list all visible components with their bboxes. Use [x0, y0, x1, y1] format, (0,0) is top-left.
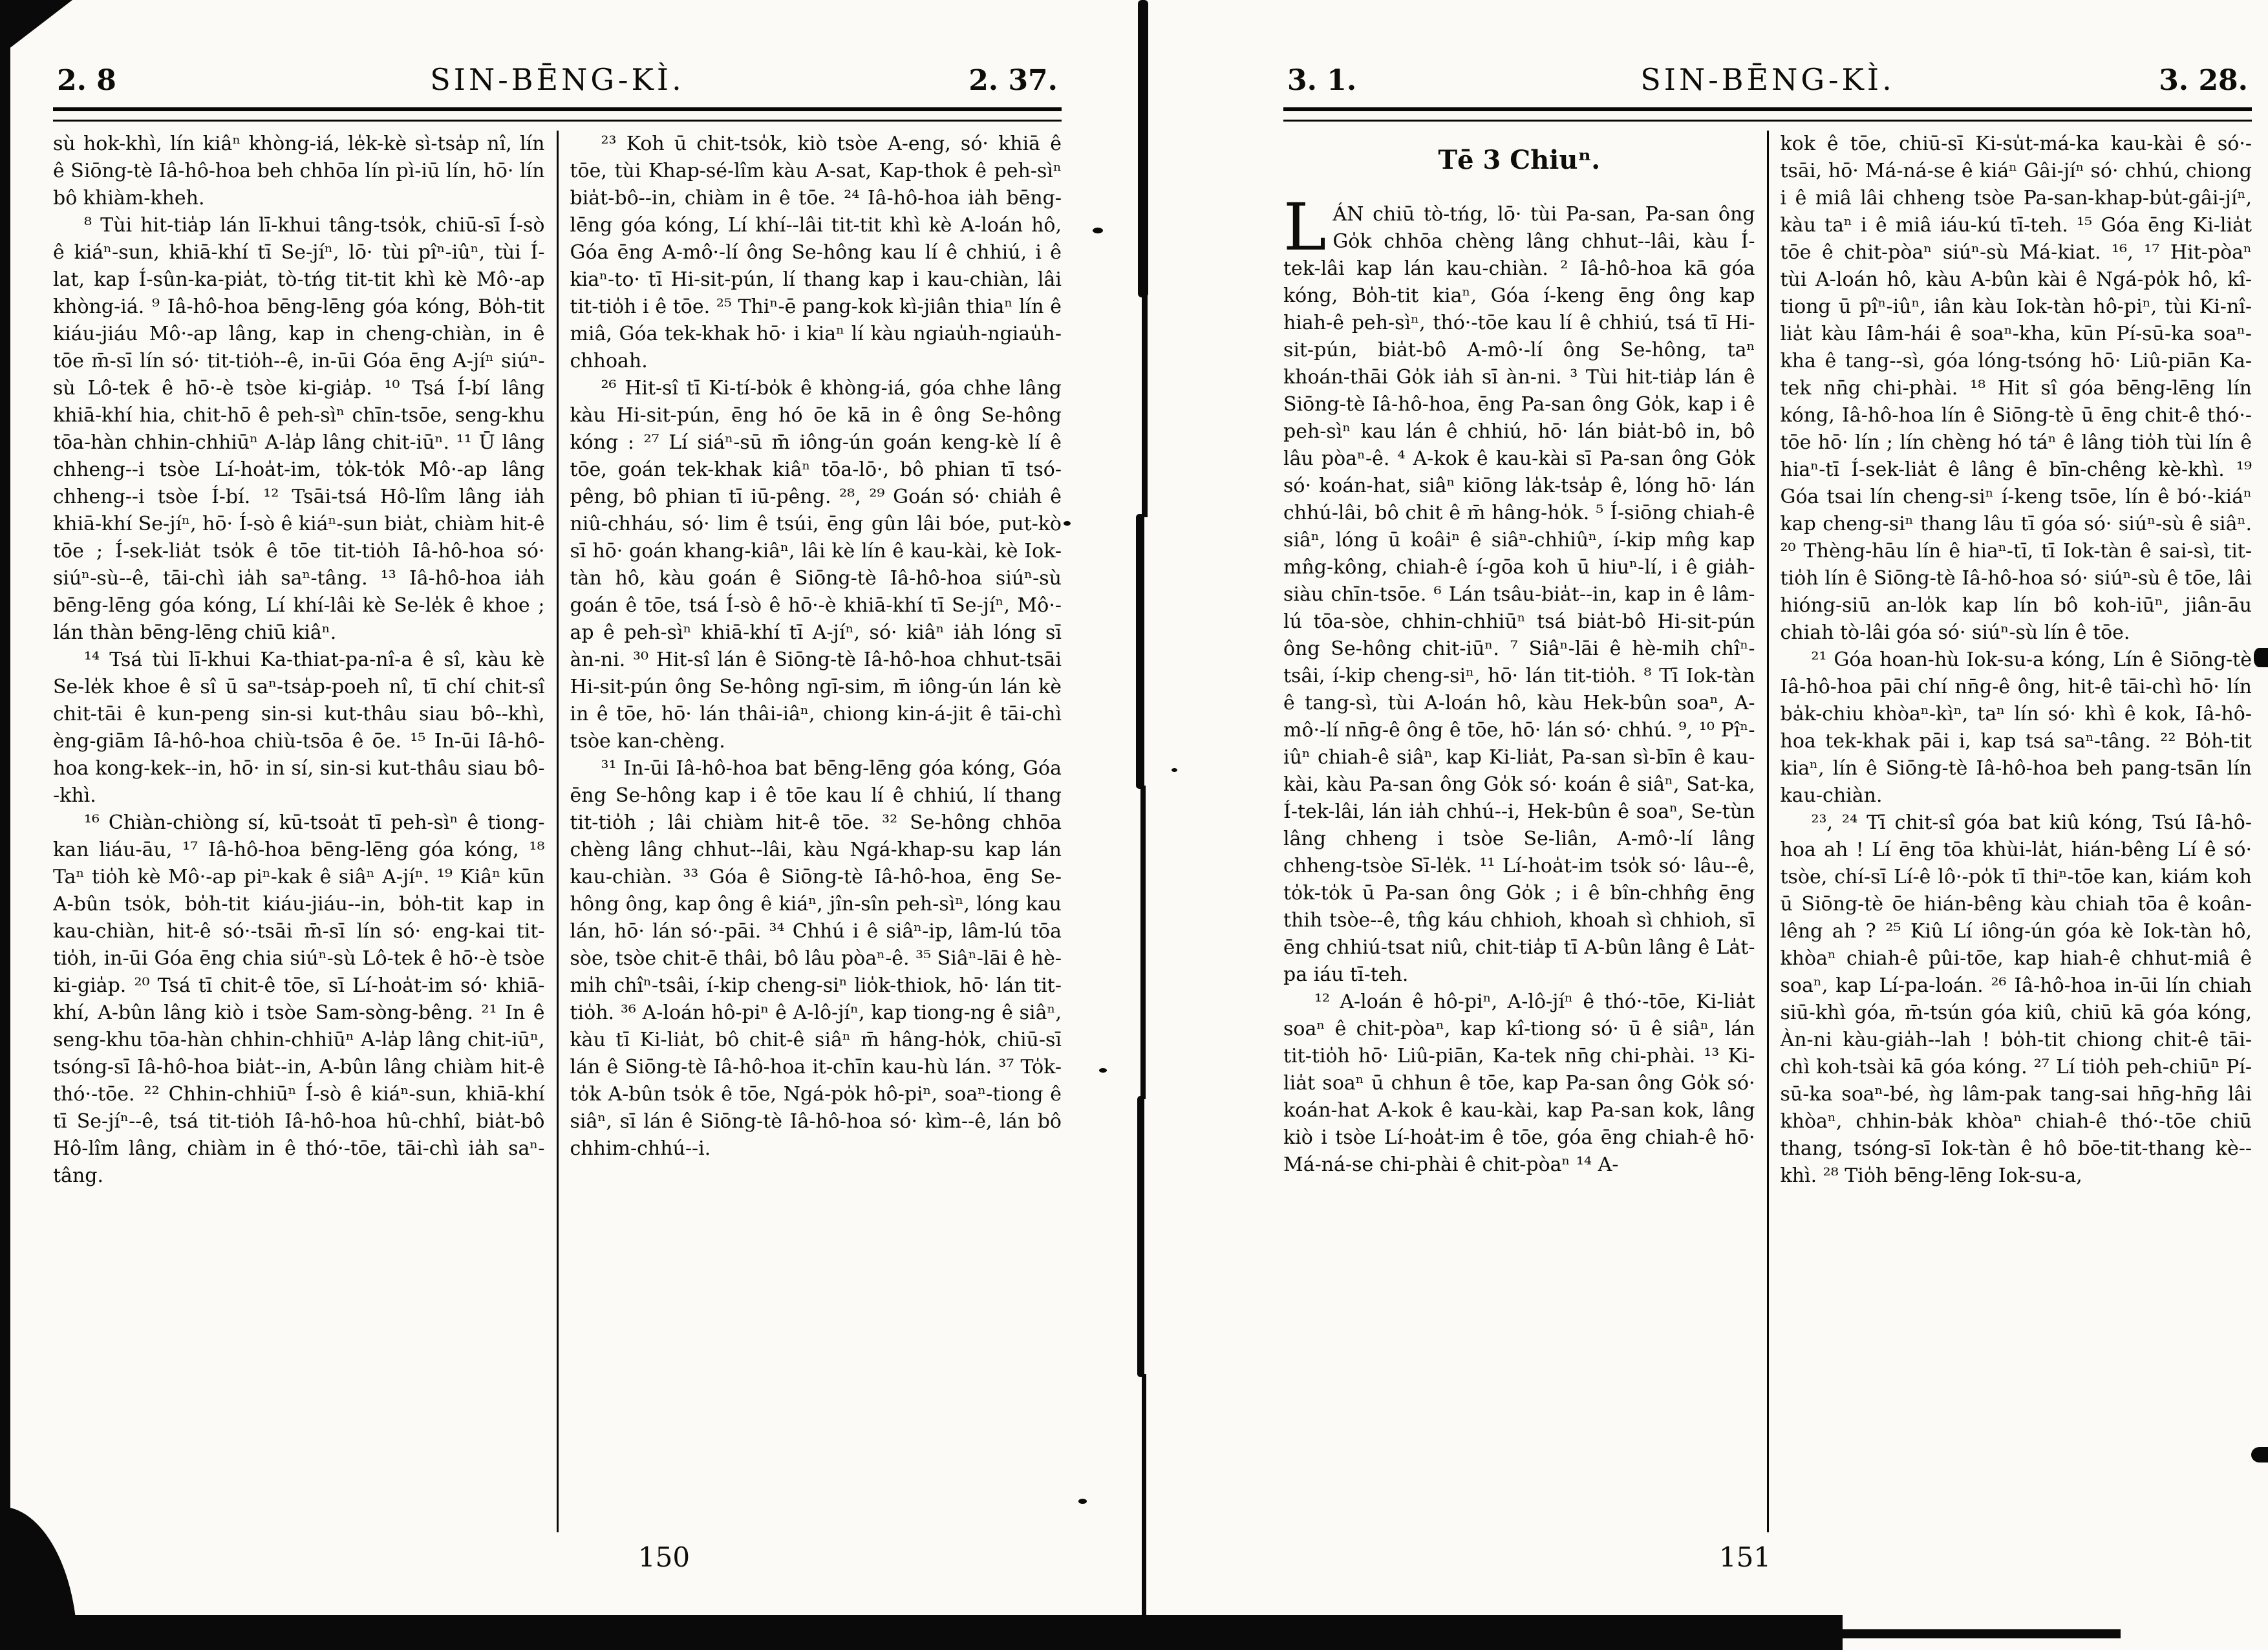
drop-cap-letter: L — [1283, 189, 1327, 265]
chapter-opening-paragraph — [1283, 189, 1755, 989]
paragraph: ¹² A-loán ê hô-piⁿ, A-lô-jíⁿ ê thó·-tōe, Ki-lia̍t soaⁿ ê chit-pòaⁿ, kap kî-tiong só· ū ê siâⁿ, lán tit-tio̍h hō· Liû-piān, Ka-tek nn̄g chi-phài. ¹³ Ki-lia̍t soaⁿ ū chhun ê tōe, kap Pa-san ông Go̍k só· koán-hat A-kok ê kau-kài, kap Pa-san kok, lâng kiò i tsòe Lí-hoa̍t-im ê tōe, góa ēng chiah-ê hō· Má-ná-se chi-phài ê chit-pòaⁿ ¹⁴ A- — [1283, 991, 1755, 1176]
scan-artifact-gutter-streak — [1136, 514, 1144, 789]
scan-artifact-ink-speck — [1064, 521, 1071, 526]
scan-artifact-bottom-bar — [0, 1615, 1843, 1650]
paragraph: ²⁶ Hit-sî tī Ki-tí-bo̍k ê khòng-iá, góa chhe lâng kàu Hi-sit-pún, ēng hó ōe kā in ê ông Se-hông kóng : ²⁷ Lí siáⁿ-sū m̄ iông-ún goán keng-kè lí ê tōe, goán tek-khak kiâⁿ tōa-lō·, bô phian tī tsó-pêng, bô phian tī iū-pêng. ²⁸, ²⁹ Goán só· chia̍h ê niû-chháu, só· lim ê tsúi, ēng gûn lâi bóe, put-kò sī hō· goán khang-kiâⁿ, lâi kè lín ê kau-kài, kè Iok-tàn hô, kàu goán ê Siōng-tè Iâ-hô-hoa siúⁿ-sù goán ê tōe, tsá Í-sò ê hō·-è khiā-khí tī Se-jíⁿ, Mô·-ap ê peh-sìⁿ khiā-khí tī A-jíⁿ, só· kiâⁿ ia̍h lóng sī àn-ni. ³⁰ Hit-sî lán ê Siōng-tè Iâ-hô-hoa chhut-tsāi Hi-sit-pún ông Se-hông ngī-sim, m̄ iông-ún lán kè in ê tōe, hō· lán thâi-iâⁿ, chiong kin-á-jit ê tāi-chì tsòe kan-chèng. — [570, 377, 1062, 753]
scan-artifact-top-left-corner — [0, 0, 72, 56]
scan-artifact-right-edge-mark — [2251, 1447, 2268, 1462]
scan-artifact-gutter-streak — [1142, 291, 1148, 517]
text-columns — [53, 131, 1062, 1532]
column-divider — [557, 131, 559, 1532]
text-columns — [1283, 131, 2252, 1532]
page-number: 151 — [1718, 1541, 1771, 1573]
book-page-left — [53, 62, 1062, 1573]
paragraph: ⁸ Tùi hit-tia̍p lán lī-khui tâng-tso̍k, chiū-sī Í-sò ê kiáⁿ-sun, khiā-khí tī Se-jíⁿ, lō· tùi pîⁿ-iûⁿ, tùi Í-lat, kap Í-sûn-ka-pia̍t, tò-tńg tit-tit khì kè Mô·-ap khòng-iá. ⁹ Iâ-hô-hoa bēng-lēng góa kóng, Bo̍h-tit kiáu-jiáu Mô·-ap lâng, kap in cheng-chiàn, in ê tōe m̄-sī lín só· tit-tio̍h--ê, in-ūi Góa ēng A-jíⁿ siúⁿ-sù Lô-tek ê hō·-è tsòe ki-gia̍p. ¹⁰ Tsá Í-bí lâng khiā-khí hia, chit-hō ê peh-sìⁿ chīn-tsōe, seng-khu tōa-hàn chhin-chhiūⁿ A-la̍p lâng chit-iūⁿ. ¹¹ Ū lâng chheng--i tsòe Lí-hoa̍t-im, to̍k-to̍k Mô·-ap lâng chheng--i tsòe Í-bí. ¹² Tsāi-tsá Hô-lîm lâng ia̍h khiā-khí Se-jíⁿ, hō· Í-sò ê kiáⁿ-sun bia̍t, chiàm hit-ê tōe ; Í-sek-lia̍t tso̍k ê tōe tit-tio̍h Iâ-hô-hoa só· siúⁿ-sù--ê, tāi-chì ia̍h saⁿ-tâng. ¹³ Iâ-hô-hoa ia̍h bēng-lēng góa kóng, Lí khí-lâi kè Se-le̍k ê khoe ; lán thàn bēng-lēng chiū kiâⁿ. — [53, 214, 545, 644]
chapter-verse-ref-left: 3. 1. — [1287, 64, 1357, 97]
column-2 — [1781, 131, 2252, 1532]
scan-artifact-left-edge — [0, 0, 10, 1650]
running-head — [53, 62, 1062, 97]
header-rule — [53, 107, 1062, 122]
chapter-opening-text: ÁN chiū tò-tńg, lō· tùi Pa-san, Pa-san ông Go̍k chhōa chèng lâng chhut--lâi, kàu Í-tek-lâi kap lán kau-chiàn. ² Iâ-hô-hoa kā góa kóng, Bo̍h-tit kiaⁿ, Góa í-keng ēng ông kap hiah-ê peh-sìⁿ, thó·-tōe kau lí ê chhiú, tsá tī Hi-sit-pún, bia̍t-bô A-mô·-lí ông Se-hông, taⁿ khoán-thāi Go̍k ia̍h sī àn-ni. ³ Tùi hit-tia̍p lán ê Siōng-tè Iâ-hô-hoa, ēng Pa-san ông Go̍k, kap i ê peh-sìⁿ kau lán ê chhiú, hō· lán bia̍t-bô in, bô lâu pòaⁿ-ê. ⁴ A-kok ê kau-kài sī Pa-san ông Go̍k só· koán-hat, siâⁿ kiōng la̍k-tsa̍p ê, lóng hō· lán chhú-lâi, bô chit ê m̄ hâng-ho̍k. ⁵ Í-siōng chiah-ê siâⁿ, lóng ū koâiⁿ ê siâⁿ-chhiûⁿ, í-kip mn̂g kap mn̂g-kông, chiah-ê í-gōa koh ū hiuⁿ-lí, i ê gia̍h-siàu chīn-tsōe. ⁶ Lán tsâu-bia̍t--in, kap in ê lâm-lú tōa-sòe, chhin-chhiūⁿ tsá bia̍t-bô Hi-sit-pún ông Se-hông chit-iūⁿ. ⁷ Siâⁿ-lāi ê hè-mi̍h chîⁿ-tsâi, í-kip cheng-siⁿ, hō· lán tit-tio̍h. ⁸ Tī Iok-tàn ê tang-sì, tùi A-loán hô, kàu Hek-bûn soaⁿ, A-mô·-lí nn̄g-ê ông ê tōe, hō· lán só· chhú. ⁹, ¹⁰ Pîⁿ-iûⁿ chiah-ê siâⁿ, kap Ki-lia̍t, Pa-san sì-bīn ê kau-kài, kàu Pa-san ông Go̍k só· koán ê siâⁿ, Sat-ka, Í-tek-lâi, lán ia̍h chhú--i, Hek-bûn ê soaⁿ, Se-tùn lâng chheng i tsòe Se-liân, A-mô·-lí lâng chheng-tsòe Sī-le̍k. ¹¹ Lí-hoa̍t-im tso̍k só· lâu--ê, to̍k-to̍k ū Pa-san ông Go̍k ; i ê bîn-chhn̂g ēng thih tsòe--ê, tn̂g káu chhioh, khoah sì chhioh, sī ēng chhiú-tsat niû, chit-tia̍p tī A-bûn lâng ê La̍t-pa iáu tī-teh. — [1283, 203, 1755, 986]
paragraph: ¹⁶ Chiàn-chiòng sí, kū-tsoa̍t tī peh-sìⁿ ê tiong-kan liáu-āu, ¹⁷ Iâ-hô-hoa bēng-lēng góa kóng, ¹⁸ Taⁿ tio̍h kè Mô·-ap piⁿ-kak ê siâⁿ A-jíⁿ. ¹⁹ Kiâⁿ kūn A-bûn tso̍k, bo̍h-tit kiáu-jiáu--in, bo̍h-tit kap in kau-chiàn, hit-ê só·-tsāi m̄-sī lín só· eng-kai tit-tio̍h, in-ūi Góa ēng chia siúⁿ-sù Lô-tek ê hō·-è tsòe ki-gia̍p. ²⁰ Tsá tī chit-ê tōe, sī Lí-hoa̍t-im só· khiā-khí, A-bûn lâng kiò i tsòe Sam-sòng-bêng. ²¹ In ê seng-khu tōa-hàn chhin-chhiūⁿ A-la̍p lâng chit-iūⁿ, tsóng-sī Iâ-hô-hoa bia̍t--in, A-bûn lâng chiàm hit-ê thó·-tōe. ²² Chhin-chhiūⁿ Í-sò ê kiáⁿ-sun, khiā-khí tī Se-jíⁿ--ê, tsá tit-tio̍h Iâ-hô-hoa hû-chhî, bia̍t-bô Hô-lîm lâng, chiàm in ê thó·-tōe, tāi-chì ia̍h saⁿ-tâng. — [53, 811, 545, 1187]
paragraph: sù hok-khì, lín kiâⁿ khòng-iá, le̍k-kè sì-tsa̍p nî, lín ê Siōng-tè Iâ-hô-hoa beh chhōa lín pì-iū lín, hō· lín bô khiàm-kheh. — [53, 133, 545, 209]
header-rule — [1283, 107, 2252, 122]
chapter-heading: Tē 3 Chiuⁿ. — [1438, 145, 1601, 175]
paragraph: ²¹ Góa hoan-hù Iok-su-a kóng, Lín ê Siōng-tè Iâ-hô-hoa pāi chí nn̄g-ê ông, hit-ê tāi-chì hō· lín ba̍k-chiu khòaⁿ-kìⁿ, taⁿ lín só· khì ê kok, Iâ-hô-hoa tek-khak pāi i, kap tsá saⁿ-tâng. ²² Bo̍h-tit kiaⁿ, lín ê Siōng-tè Iâ-hô-hoa beh pang-tsān lín kau-chiàn. — [1780, 648, 2252, 807]
book-title: SIN-BĒNG-KÌ. — [430, 62, 685, 97]
paragraph: ²³, ²⁴ Tī chit-sî góa bat kiû kóng, Tsú Iâ-hô-hoa ah ! Lí ēng tōa khùi-la̍t, hián-bêng Lí ê só· tsòe, chí-sī Lí-ê lô·-po̍k tī thiⁿ-tōe kan, kiám koh ū Siōng-tè ōe hián-bêng kàu chiah tōa ê koân-lêng ah ? ²⁵ Kiû Lí iông-ún góa kè Iok-tàn hô, khòaⁿ chiah-ê pûi-tōe, kap hiah-ê chhut-miâ ê soaⁿ, kap Lí-pa-loán. ²⁶ Iâ-hô-hoa in-ūi lín chiah siū-khì góa, m̄-tsún góa kiû, chiū kā góa kóng, Àn-ni kàu-gia̍h--lah ! bo̍h-tit chiong chit-ê tāi-chì koh-tsài kā góa kóng. ²⁷ Lí tio̍h peh-chiūⁿ Pí-sū-ka soaⁿ-bé, ǹg lâm-pak tang-sai hn̄g-hn̄g lâi khòaⁿ, chhin-ba̍k khòaⁿ chiah-ê thó·-tōe chiū thang, tsóng-sī Iok-tàn ê hô bōe-tit-thang kè--khì. ²⁸ Tio̍h bēng-lēng Iok-su-a, — [1780, 811, 2252, 1187]
paragraph: ³¹ In-ūi Iâ-hô-hoa bat bēng-lēng góa kóng, Góa ēng Se-hông kap i ê tōe kau lí ê chhiú, lí thang tit-tio̍h ; lâi chiàm hit-ê tōe. ³² Se-hông chhōa chèng lâng chhut--lâi, kàu Ngá-khap-su kap lán kau-chiàn. ³³ Góa ê Siōng-tè Iâ-hô-hoa, ēng Se-hông ông, kap ông ê kiáⁿ, jîn-sîn peh-sìⁿ, lóng kau lán, hō· lán só·-pāi. ³⁴ Chhú i ê siâⁿ-ip, lâm-lú tōa sòe, tsòe chit-ē thâi, bô lâu pòaⁿ-ê. ³⁵ Siâⁿ-lāi ê hè-mi̍h chîⁿ-tsâi, í-kip cheng-siⁿ lio̍k-thiok, hō· lán tit-tio̍h. ³⁶ A-loán hô-piⁿ ê A-lô-jíⁿ, kap tiong-ng ê siâⁿ, kàu tī Ki-lia̍t, bô chit-ê siâⁿ m̄ hâng-ho̍k, chiū-sī lán ê Siōng-tè Iâ-hô-hoa it-chīn kau-hù lán. ³⁷ To̍k-to̍k A-bûn tso̍k ê tōe, Ngá-po̍k hô-piⁿ, soaⁿ-tiong ê siâⁿ, sī lán ê Siōng-tè Iâ-hô-hoa só· kìm--ê, lán bô chhim-chhú--i. — [570, 757, 1062, 1160]
scan-artifact-gutter-streak — [1138, 0, 1148, 297]
scan-artifact-ink-speck — [1078, 1499, 1087, 1504]
paragraph-group — [1283, 989, 1755, 1179]
book-title: SIN-BĒNG-KÌ. — [1640, 62, 1895, 97]
column-1 — [1283, 131, 1755, 1532]
book-page-right — [1283, 62, 2252, 1573]
column-divider — [1767, 131, 1769, 1532]
scan-artifact-bottom-bar-tail — [1843, 1629, 2121, 1638]
scan-artifact-gutter-streak — [1142, 1374, 1146, 1650]
chapter-verse-ref-right: 2. 37. — [968, 64, 1058, 97]
scan-artifact-ink-speck — [1093, 228, 1103, 233]
chapter-verse-ref-right: 3. 28. — [2159, 64, 2248, 97]
page-number: 150 — [637, 1541, 690, 1573]
paragraph: ¹⁴ Tsá tùi lī-khui Ka-thiat-pa-nî-a ê sî, kàu kè Se-le̍k khoe ê sî ū saⁿ-tsa̍p-poeh nî, tī chí chit-sî chit-tāi ê kun-peng sin-si kut-thâu siau bô--khì, èng-giām Iâ-hô-hoa chiù-tsōa ê ōe. ¹⁵ In-ūi Iâ-hô-hoa kong-kek--in, hō· in sí, sin-si kut-thâu siau bô--khì. — [53, 648, 545, 807]
scan-artifact-right-edge-mark — [2254, 648, 2268, 667]
column-2 — [570, 131, 1062, 1532]
paragraph: kok ê tōe, chiū-sī Ki-su̍t-má-ka kau-kài ê só·-tsāi, hō· Má-ná-se ê kiáⁿ Gâi-jíⁿ só· chhú, chiong i ê miâ lâi chheng tsòe Pa-san-khap-bu̍t-gâi-jíⁿ, kàu taⁿ i ê miâ iáu-kú tī-teh. ¹⁵ Góa ēng Ki-lia̍t tōe ê chit-pòaⁿ siúⁿ-sù Má-kiat. ¹⁶, ¹⁷ Hit-pòaⁿ tùi A-loán hô, kàu A-bûn kài ê Ngá-po̍k hô, kî-tiong ū pîⁿ-iûⁿ, iân kàu Iok-tàn hô-piⁿ, tùi Ki-nî-lia̍t kàu Iâm-hái ê soaⁿ-kha, kūn Pí-sū-ka soaⁿ-kha ê tang--sì, góa lóng-tsóng hō· Liû-piān Ka-tek nn̄g chi-phài. ¹⁸ Hit sî góa bēng-lēng lín kóng, Iâ-hô-hoa lín ê Siōng-tè ū ēng chit-ê thó·-tōe hō· lín ; lín chèng hó táⁿ ê lâng tio̍h tùi lín ê hiaⁿ-tī Í-sek-lia̍t ê lâng ê bīn-chêng kè-khì. ¹⁹ Góa tsai lín cheng-siⁿ í-keng tsōe, lín ê bó·-kiáⁿ kap cheng-siⁿ thang lâu tī góa só· siúⁿ-sù ê siâⁿ. ²⁰ Thèng-hāu lín ê hiaⁿ-tī, tī Iok-tàn ê sai-sì, tit-tio̍h lín ê Siōng-tè Iâ-hô-hoa só· siúⁿ-sù ê tōe, lâi hióng-siū an-lo̍k kap lín bô koh-iūⁿ, jiân-āu chiah tò-lâi góa só· siúⁿ-sù lín ê tōe. — [1780, 133, 2252, 644]
column-1 — [53, 131, 545, 1532]
chapter-verse-ref-left: 2. 8 — [57, 64, 116, 97]
paragraph: ²³ Koh ū chit-tso̍k, kiò tsòe A-eng, só· khiā ê tōe, tùi Khap-sé-lîm kàu A-sat, Kap-thok ê peh-sìⁿ bia̍t-bô--in, chiàm in ê tōe. ²⁴ Iâ-hô-hoa ia̍h bēng-lēng góa kóng, Lí khí--lâi tit-tit khì kè A-loán hô, Góa ēng A-mô·-lí ông Se-hông kau lí ê chhiú, i ê kiaⁿ-to· tī Hi-sit-pún, lí thang kap i kau-chiàn, lâi tit-tio̍h i ê tōe. ²⁵ Thiⁿ-ē pang-kok kì-jiân thiaⁿ lín ê miâ, Góa tek-khak hō· i kiaⁿ lí kàu ngiau̍h-ngiau̍h-chhoah. — [570, 133, 1062, 372]
scan-artifact-ink-speck — [1171, 768, 1177, 772]
scan-artifact-gutter-streak — [1137, 1096, 1144, 1377]
scan-artifact-gutter-streak — [1140, 786, 1146, 1099]
running-head — [1283, 62, 2252, 97]
scan-artifact-ink-speck — [1099, 1068, 1107, 1073]
